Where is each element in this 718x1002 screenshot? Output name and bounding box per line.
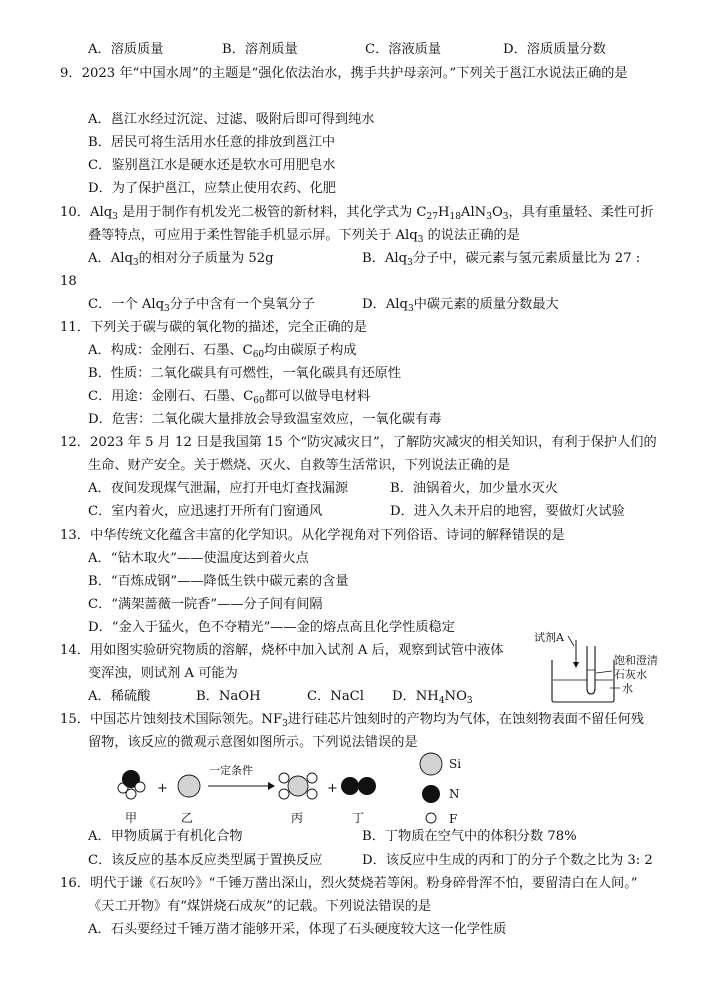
reaction-condition: 一定条件 <box>209 764 253 777</box>
reagent-a-label: 试剂A <box>534 631 564 644</box>
q15-option-c: C．该反应的基本反应类型属于置换反应 <box>88 853 323 868</box>
q11-option-c: C．用途：金刚石、石墨、$C_{60}$都可以做导电材料 <box>88 389 371 406</box>
q10-stem-line2: 叠等特点，可应用于柔性智能手机显示屏。下列关于 Alq$_3$ 的说法正确的是 <box>88 228 520 245</box>
q13-option-b: B．“百炼成钢”——降低生铁中碳元素的含量 <box>88 574 349 589</box>
q8-option-a: A．溶质质量 <box>88 42 164 57</box>
reaction-arrowhead <box>268 782 275 790</box>
molecule-ding <box>341 777 376 795</box>
limewater-pointer <box>596 671 612 673</box>
q12-stem-line1: 12．2023 年 5 月 12 日是我国第 15 个“防灾减灾日”，了解防灾减灾的相关知识，有利于保护人们的 <box>60 435 657 450</box>
molecule-bing <box>279 773 317 799</box>
q10-option-c: C．一个 Alq$_3$分子中含有一个臭氧分子 <box>88 297 315 314</box>
beaker <box>552 660 614 702</box>
q15-option-a: A．甲物质属于有机化合物 <box>88 829 243 844</box>
q10-option-b: B．Alq$_3$分子中，碳元素与氢元素质量比为 27 : <box>362 251 641 268</box>
q16-option-a: A．石头要经过千锤万凿才能够开采，体现了石头硬度较大这一化学性质 <box>88 922 507 937</box>
beaker-test-tube-figure <box>530 626 665 706</box>
q11-option-b: B．性质：二氧化碳具有可燃性，一氧化碳具有还原性 <box>88 366 402 381</box>
q8-option-c: C．溶液质量 <box>365 42 442 57</box>
label-yi: 乙 <box>181 811 194 824</box>
q15-option-b: B．丁物质在空气中的体积分数 78% <box>362 829 577 844</box>
q9-stem: 9．2023 年“中国水周”的主题是“强化依法治水，携手共护母亲河。”下列关于邕江水说法正确的是 <box>60 66 628 81</box>
q14-option-d: D．$NH_4NO_3$ <box>392 689 473 706</box>
plus-sign-2: + <box>327 781 338 796</box>
q9-option-b: B．居民可将生活用水任意的排放到邕江中 <box>88 135 336 150</box>
q10-option-a: A．Alq$_3$的相对分子质量为 52g <box>88 251 274 268</box>
q15-stem-line1: 15．中国芯片蚀刻技术国际领先。$NF_3$进行硅芯片蚀刻时的产物均为气体，在蚀刻物表面不留任何残 <box>60 712 644 729</box>
q12-option-d: D．进入久未开启的地窖，要做灯火试验 <box>390 504 625 519</box>
label-bing: 丙 <box>291 811 304 824</box>
q16-stem-line1: 16．明代于谦《石灰吟》“千锤万凿出深山，烈火焚烧若等闲。粉身碎骨浑不怕，要留清白在人间。” <box>60 876 638 891</box>
q12-stem-line2: 生命、财产安全。关于燃烧、灭火、自救等生活常识，下列说法正确的是 <box>88 458 510 473</box>
q14-stem-line1: 14．用如图实验研究物质的溶解，烧杯中加入试剂 A 后，观察到试管中液体 <box>60 643 504 658</box>
q10-stem-line1: 10．Alq$_3$ 是用于制作有机发光二极管的新材料，其化学式为 $C_{27}H_{18}AlN_3O_3$，具有重量轻、柔性可折 <box>60 205 654 222</box>
legend-si: Si <box>449 757 462 771</box>
q12-option-c: C．室内着火，应迅速打开所有门窗通风 <box>88 504 323 519</box>
q9-option-a: A．邕江水经过沉淀、过滤、吸附后即可得到纯水 <box>88 112 375 127</box>
label-ding: 丁 <box>352 811 365 824</box>
q14-stem-line2: 变浑浊，则试剂 A 可能为 <box>88 666 238 681</box>
q10-option-b-wrap: 18 <box>60 274 77 289</box>
reagent-pointer <box>568 636 574 646</box>
q12-option-b: B．油锅着火，加少量水灭火 <box>390 481 558 496</box>
reaction-micro-diagram <box>105 752 505 824</box>
q11-stem: 11．下列关于碳与碳的氧化物的描述，完全正确的是 <box>60 320 367 335</box>
molecule-yi <box>178 775 200 797</box>
label-jia: 甲 <box>125 811 138 824</box>
legend-n: N <box>449 787 460 801</box>
q15-stem-line2: 留物，该反应的微观示意图如图所示。下列说法错误的是 <box>88 735 418 750</box>
water-label: 水 <box>622 682 633 695</box>
q15-option-d: D．该反应中生成的丙和丁的分子个数之比为 3: 2 <box>362 853 653 868</box>
plus-sign-1: + <box>157 781 168 796</box>
limewater-label-1: 饱和澄清 <box>614 654 658 667</box>
q13-stem: 13．中华传统文化蕴含丰富的化学知识。从化学视角对下列俗语、诗词的解释错误的是 <box>60 528 565 543</box>
q9-option-d: D．为了保护邕江，应禁止使用农药、化肥 <box>88 181 336 196</box>
q14-option-a: A．稀硫酸 <box>88 689 151 704</box>
q13-option-d: D．“金入于猛火，色不夺精光”——金的熔点高且化学性质稳定 <box>88 620 455 635</box>
q10-option-d: D．Alq$_3$中碳元素的质量分数最大 <box>362 297 559 314</box>
q14-option-c: C．NaCl <box>307 689 364 704</box>
q12-option-a: A．夜间发现煤气泄漏，应打开电灯查找漏源 <box>88 481 349 496</box>
molecule-jia <box>118 770 145 799</box>
dropper-arrow <box>573 662 579 668</box>
q9-option-c: C．鉴别邕江水是硬水还是软水可用肥皂水 <box>88 158 336 173</box>
q8-option-b: B．溶剂质量 <box>222 42 298 57</box>
q11-option-a: A．构成：金刚石、石墨、$C_{60}$均由碳原子构成 <box>88 343 357 360</box>
q11-option-d: D．危害：二氧化碳大量排放会导致温室效应，一氧化碳有毒 <box>88 412 442 427</box>
q14-option-b: B．NaOH <box>196 689 261 704</box>
limewater-label-2: 石灰水 <box>614 668 647 681</box>
q13-option-a: A．“钻木取火”——使温度达到着火点 <box>88 551 309 566</box>
atom-legend <box>420 753 461 824</box>
legend-f: F <box>449 812 458 824</box>
q13-option-c: C．“满架蔷薇一院香”——分子间有间隔 <box>88 597 323 612</box>
q8-option-d: D．溶质质量分数 <box>503 42 606 57</box>
q16-stem-line2: 《天工开物》有“煤饼烧石成灰”的记载。下列说法错误的是 <box>88 899 432 914</box>
